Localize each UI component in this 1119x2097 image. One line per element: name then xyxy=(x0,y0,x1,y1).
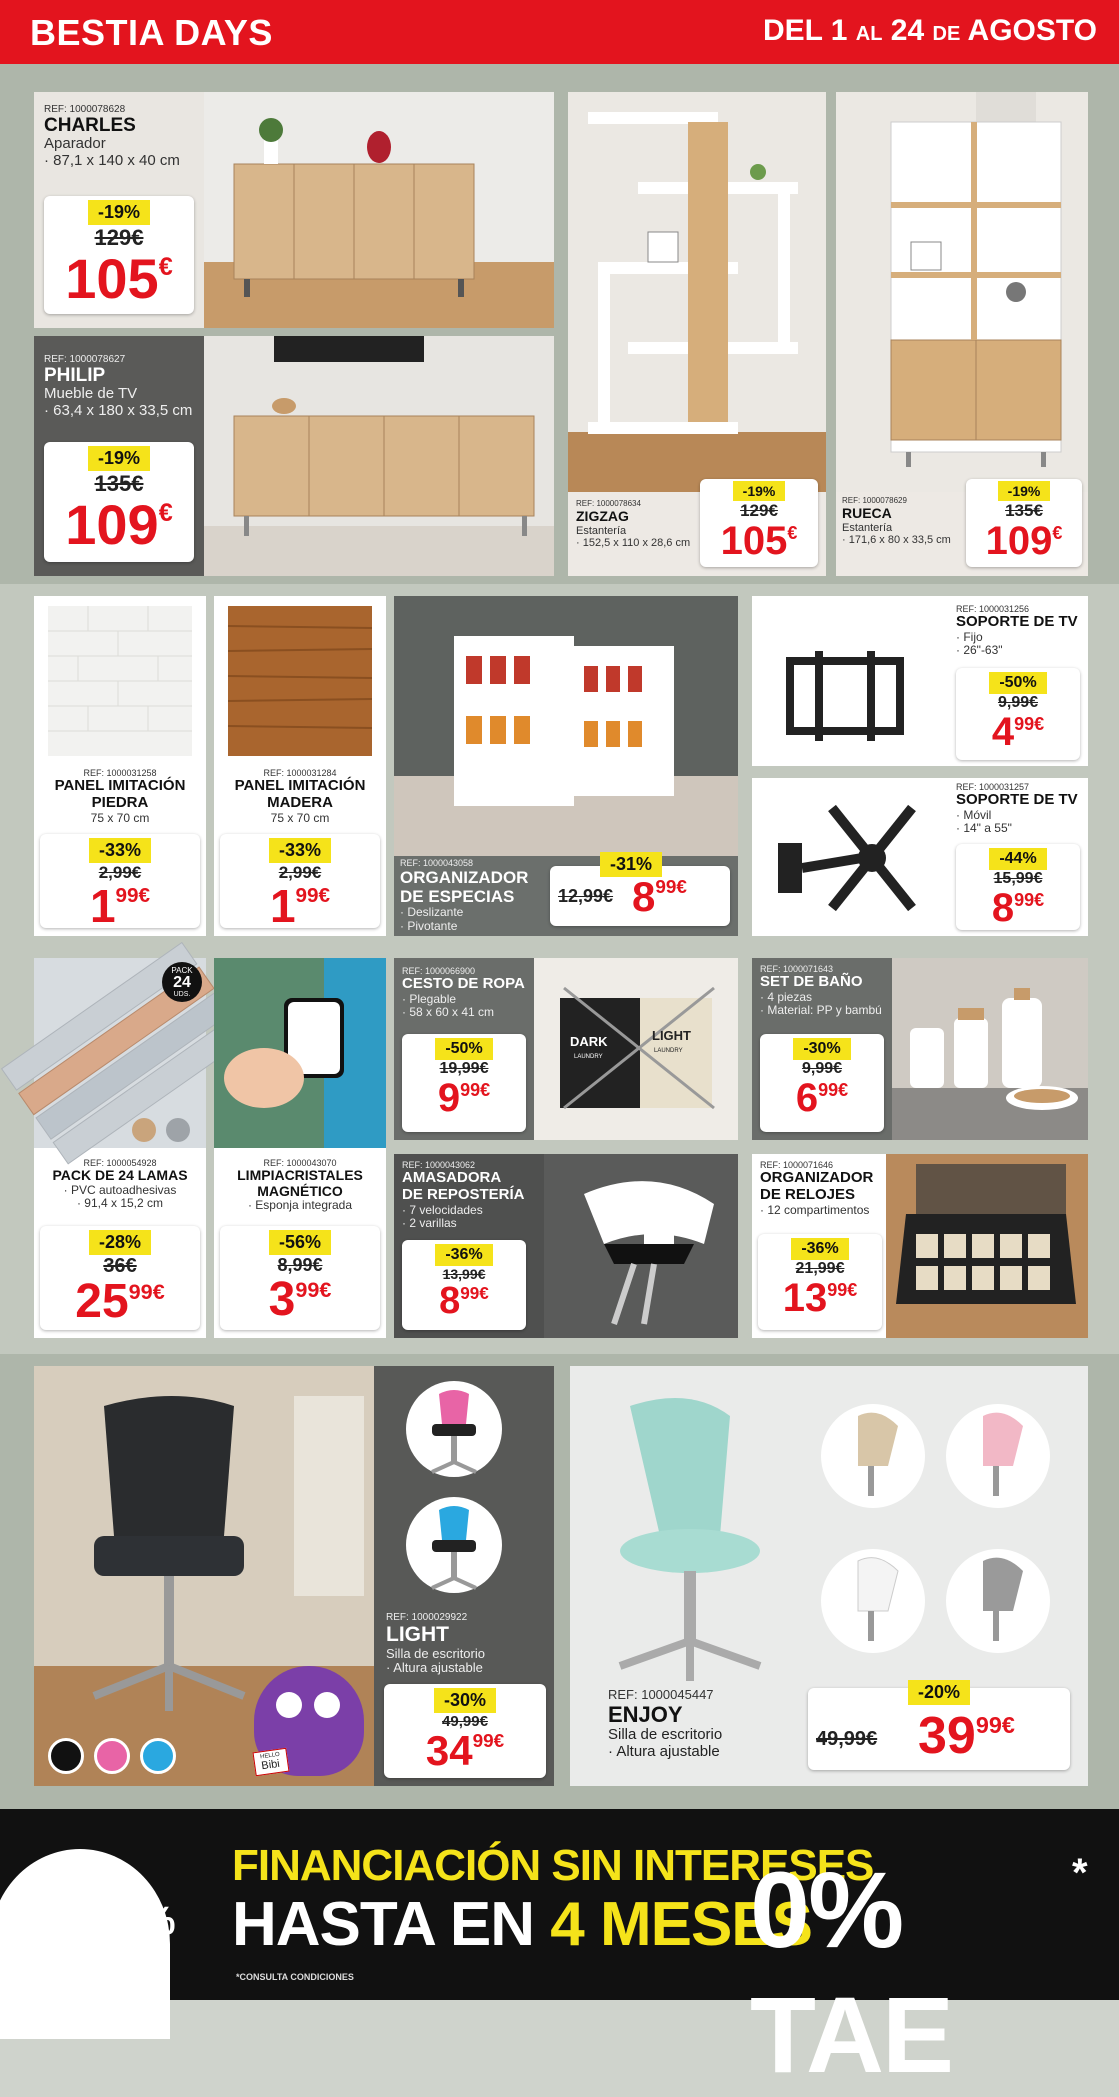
discount-badge: -50% xyxy=(989,672,1046,694)
product-card-soporte-fijo[interactable] xyxy=(752,596,1088,766)
product-ref: REF: 1000031258 xyxy=(83,768,157,778)
product-dims: · 58 x 60 x 41 cm xyxy=(402,1005,495,1020)
color-swatch-pink[interactable] xyxy=(94,1738,130,1774)
mascot-image xyxy=(254,1666,364,1776)
new-price: 109€ xyxy=(65,493,173,556)
product-desc: · Fijo xyxy=(956,629,983,644)
price-box xyxy=(384,1684,546,1778)
discount-badge: -30% xyxy=(793,1038,850,1060)
discount-badge: -19% xyxy=(88,446,150,471)
product-name: PANEL IMITACIÓN xyxy=(54,777,186,795)
bath-set-image xyxy=(892,958,1088,1140)
product-name: LIMPIACRISTALES xyxy=(237,1167,363,1184)
product-desc: Estantería xyxy=(842,521,893,534)
product-dims: · 152,5 x 110 x 28,6 cm xyxy=(576,536,691,549)
old-price: 49,99€ xyxy=(442,1713,488,1730)
laundry-basket-image xyxy=(534,958,738,1140)
product-card-charles[interactable] xyxy=(34,92,554,328)
wood-panel-image xyxy=(228,606,372,756)
price-box xyxy=(44,196,194,314)
product-name: ENJOY xyxy=(608,1701,683,1727)
financing-line-2: HASTA EN 4 MESES xyxy=(232,1890,813,1959)
product-name: CESTO DE ROPA xyxy=(402,975,525,993)
label-dark: DARK xyxy=(570,1034,608,1049)
discount-badge: -19% xyxy=(733,481,786,501)
new-price: $8^{99€}$ xyxy=(991,886,1045,930)
product-desc: Estantería xyxy=(576,524,627,537)
product-name-2: PIEDRA xyxy=(91,793,149,811)
color-swatch-blue[interactable] xyxy=(140,1738,176,1774)
old-price: 8,99€ xyxy=(277,1255,323,1275)
product-desc-2: · Pivotante xyxy=(400,918,458,933)
product-name: ORGANIZADOR xyxy=(760,1169,874,1187)
price-box xyxy=(44,442,194,562)
product-desc: · Esponja integrada xyxy=(247,1198,353,1213)
product-desc-2: · 26"-63" xyxy=(956,643,1003,658)
zero-graphic xyxy=(0,1849,170,2039)
product-card-cesto[interactable] xyxy=(394,958,738,1140)
product-card-panel-madera[interactable] xyxy=(214,596,386,936)
product-ref: REF: 1000078627 xyxy=(44,354,126,365)
color-swatch-black[interactable] xyxy=(48,1738,84,1774)
enjoy-chair-image xyxy=(600,1386,770,1686)
old-price: 129€ xyxy=(94,225,144,250)
product-desc: · Deslizante xyxy=(400,905,464,920)
product-ref: REF: 1000078634 xyxy=(576,499,641,508)
price-box xyxy=(956,668,1080,760)
price-box xyxy=(758,1234,882,1330)
old-price: 2,99€ xyxy=(98,863,142,882)
price-box xyxy=(402,1034,526,1132)
new-price: $3^{99€}$ xyxy=(268,1273,332,1326)
product-ref: REF: 1000078629 xyxy=(842,496,907,505)
old-price: 129€ xyxy=(740,501,778,520)
product-name: RUECA xyxy=(842,504,892,521)
product-ref: REF: 1000071646 xyxy=(760,1160,834,1170)
conditions-note: *CONSULTA CONDICIONES xyxy=(236,1972,354,1982)
old-price: 9,99€ xyxy=(997,694,1039,711)
shelf-zigzag-image xyxy=(568,92,826,492)
old-price: 13,99€ xyxy=(442,1266,486,1282)
price-box xyxy=(700,479,818,567)
product-dims: · 171,6 x 80 x 33,5 cm xyxy=(842,533,951,546)
product-desc-2: · 14" a 55" xyxy=(956,821,1012,836)
new-price: $4^{99€}$ xyxy=(991,710,1045,754)
product-name: ORGANIZADOR xyxy=(400,868,529,888)
product-card-relojes[interactable] xyxy=(752,1154,1088,1338)
new-price: $8^{99€}$ xyxy=(632,873,687,920)
hand-mixer-image xyxy=(544,1154,738,1338)
discount-badge: -33% xyxy=(89,838,151,863)
discount-badge: -19% xyxy=(998,481,1051,501)
old-price: 21,99€ xyxy=(795,1260,845,1277)
product-dims: · 91,4 x 15,2 cm xyxy=(76,1196,164,1211)
price-box xyxy=(220,834,380,932)
laundry-tag-dark: LAUNDRY xyxy=(574,1054,603,1060)
laundry-tag-light: LAUNDRY xyxy=(654,1048,683,1054)
tae-label: 0% TAE xyxy=(750,1849,952,2095)
new-price: $1^{99€}$ xyxy=(89,880,151,932)
old-price: 2,99€ xyxy=(278,863,322,882)
product-name: SOPORTE DE TV xyxy=(956,791,1078,809)
product-ref: REF: 1000045447 xyxy=(608,1687,714,1702)
old-price: 135€ xyxy=(1005,501,1043,520)
price-box xyxy=(808,1682,1070,1770)
product-name: SOPORTE DE TV xyxy=(956,613,1078,631)
product-card-bano[interactable] xyxy=(752,958,1088,1140)
price-box xyxy=(40,1226,200,1330)
financing-line-1: FINANCIACIÓN SIN INTERESES xyxy=(232,1841,874,1890)
product-name: PANEL IMITACIÓN xyxy=(234,777,366,795)
new-price: 105€ xyxy=(65,247,173,310)
product-name: AMASADORA xyxy=(402,1169,502,1187)
price-box xyxy=(402,1240,526,1330)
stone-panel-image xyxy=(48,606,192,756)
product-ref: REF: 1000043062 xyxy=(402,1160,476,1170)
product-name: LIGHT xyxy=(386,1623,449,1647)
tv-bracket-fixed-image xyxy=(780,651,910,741)
product-name: SET DE BAÑO xyxy=(760,973,863,991)
tae-asterisk: * xyxy=(1072,1851,1088,1895)
price-box xyxy=(760,1034,884,1132)
product-card-enjoy[interactable] xyxy=(570,1366,1088,1786)
discount-badge: -19% xyxy=(88,200,150,225)
product-ref: REF: 1000031284 xyxy=(263,768,337,778)
old-price: 49,99€ xyxy=(816,1728,878,1750)
product-card-limpiacristales[interactable] xyxy=(214,958,386,1338)
window-cleaner-image xyxy=(214,958,386,1148)
product-ref: REF: 1000043058 xyxy=(400,858,474,868)
product-desc-2: · Altura ajustable xyxy=(608,1742,720,1760)
mascot-name: Bibi xyxy=(260,1757,281,1773)
chair-pink-image xyxy=(404,1374,504,1484)
discount-badge: -20% xyxy=(908,1680,970,1705)
product-ref: REF: 1000054928 xyxy=(83,1158,157,1168)
price-box xyxy=(966,479,1082,567)
product-dims: · 63,4 x 180 x 33,5 cm xyxy=(44,402,193,420)
product-desc-2: · Material: PP y bambú xyxy=(760,1003,882,1018)
new-price: 105€ xyxy=(720,519,798,563)
price-box xyxy=(220,1226,380,1330)
shelf-rueca-image xyxy=(836,92,1088,492)
product-dims: · 87,1 x 140 x 40 cm xyxy=(44,152,180,170)
product-ref: REF: 1000078628 xyxy=(44,104,126,115)
product-card-soporte-movil[interactable] xyxy=(752,778,1088,936)
product-name-2: MAGNÉTICO xyxy=(257,1182,343,1199)
new-price: 109€ xyxy=(985,519,1063,563)
new-price: $9^{99€}$ xyxy=(437,1076,491,1120)
product-name-2: MADERA xyxy=(267,793,333,811)
product-desc: · PVC autoadhesivas xyxy=(63,1182,177,1197)
new-price: $34^{99€}$ xyxy=(425,1727,505,1774)
product-ref: REF: 1000029922 xyxy=(386,1612,468,1623)
product-ref: REF: 1000031257 xyxy=(956,782,1030,792)
product-desc: · 12 compartimentos xyxy=(760,1202,870,1217)
tv-bracket-arm-image xyxy=(772,788,932,928)
product-desc: · 4 piezas xyxy=(760,989,813,1004)
product-desc-2: · Altura ajustable xyxy=(386,1660,483,1676)
old-price: 12,99€ xyxy=(558,886,614,906)
header-bar xyxy=(0,0,1119,64)
tv-cabinet-image xyxy=(204,336,554,576)
product-card-rueca[interactable] xyxy=(836,92,1088,576)
label-light: LIGHT xyxy=(652,1028,691,1043)
product-ref: REF: 1000031256 xyxy=(956,604,1030,614)
chair-blue-image xyxy=(404,1490,504,1600)
product-card-lamas[interactable] xyxy=(34,958,206,1338)
discount-badge: -44% xyxy=(989,848,1046,870)
watch-box-image xyxy=(886,1154,1088,1338)
discount-badge: -33% xyxy=(269,838,331,863)
product-desc: Mueble de TV xyxy=(44,385,138,403)
product-ref: REF: 1000066900 xyxy=(402,966,476,976)
product-name: CHARLES xyxy=(44,115,136,137)
product-desc: Silla de escritorio xyxy=(608,1726,723,1744)
spice-rack-image xyxy=(394,596,738,856)
discount-badge: -31% xyxy=(600,852,662,877)
old-price: 15,99€ xyxy=(993,870,1043,887)
new-price: $6^{99€}$ xyxy=(795,1076,849,1120)
product-card-light[interactable] xyxy=(34,1366,554,1786)
product-name-2: DE ESPECIAS xyxy=(400,887,515,907)
product-desc: · Plegable xyxy=(402,991,457,1006)
discount-badge: -36% xyxy=(435,1244,492,1266)
product-name: PACK DE 24 LAMAS xyxy=(52,1167,188,1184)
product-card-amasadora[interactable] xyxy=(394,1154,738,1338)
product-desc: Silla de escritorio xyxy=(386,1645,485,1661)
new-price: $13^{99€}$ xyxy=(782,1276,858,1320)
product-desc: · 7 velocidades xyxy=(402,1202,483,1217)
brand-title: BESTIA DAYS xyxy=(30,12,273,53)
product-name-2: DE RELOJES xyxy=(760,1185,856,1203)
enjoy-color-variants-image xyxy=(818,1386,1058,1676)
old-price: 135€ xyxy=(94,471,144,496)
product-ref: REF: 1000043070 xyxy=(263,1158,337,1168)
pack-badge: PACK 24 UDS. xyxy=(162,962,202,1002)
product-card-zigzag[interactable] xyxy=(568,92,826,576)
price-box xyxy=(40,834,200,932)
product-desc: · Móvil xyxy=(956,807,992,822)
discount-badge: -56% xyxy=(269,1230,331,1255)
new-price: $1^{99€}$ xyxy=(269,880,331,932)
product-desc-2: · 2 varillas xyxy=(402,1216,457,1231)
discount-badge: -30% xyxy=(434,1688,496,1713)
product-name: PHILIP xyxy=(44,365,106,387)
discount-badge: -50% xyxy=(435,1038,492,1060)
discount-badge: -36% xyxy=(791,1238,848,1260)
product-card-especias[interactable] xyxy=(394,596,738,936)
product-name-2: DE REPOSTERÍA xyxy=(402,1185,525,1203)
promo-dates: DEL 1 AL 24 DE AGOSTO xyxy=(762,14,1097,47)
old-price: 36€ xyxy=(103,1255,137,1277)
old-price: 9,99€ xyxy=(801,1060,843,1077)
new-price: $39^{99€}$ xyxy=(918,1707,1015,1765)
new-price: $8^{99€}$ xyxy=(439,1280,489,1322)
sideboard-image xyxy=(204,92,554,328)
percent-sign: % xyxy=(140,1899,176,1943)
mascot-tag: HELLO xyxy=(259,1751,281,1761)
product-card-panel-piedra[interactable] xyxy=(34,596,206,936)
product-card-philip[interactable] xyxy=(34,336,554,576)
product-name: ZIGZAG xyxy=(576,507,629,524)
financing-banner[interactable] xyxy=(0,1809,1119,2095)
new-price: $25^{99€}$ xyxy=(75,1275,165,1328)
product-ref: REF: 1000071643 xyxy=(760,964,834,974)
product-dims: 75 x 70 cm xyxy=(270,810,330,825)
discount-badge: -28% xyxy=(89,1230,151,1255)
product-desc: Aparador xyxy=(44,135,106,153)
product-dims: 75 x 70 cm xyxy=(90,810,150,825)
price-box xyxy=(956,844,1080,930)
old-price: 19,99€ xyxy=(439,1060,489,1077)
price-box xyxy=(550,854,730,926)
